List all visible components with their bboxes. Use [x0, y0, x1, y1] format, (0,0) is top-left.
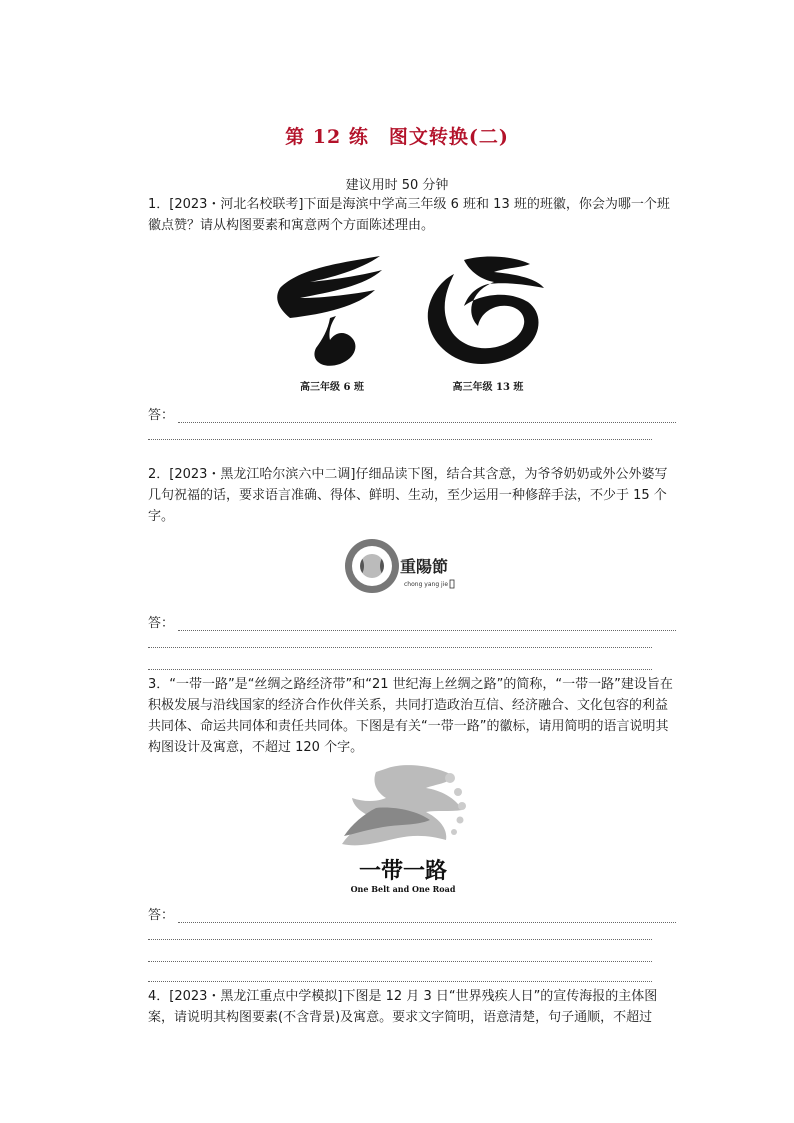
- answer-line-2[interactable]: [148, 612, 676, 631]
- answer-dotted-line: [178, 408, 676, 423]
- answer-label: 答：: [148, 908, 175, 923]
- answer-label: 答：: [148, 616, 175, 631]
- class-6-emblem: [270, 248, 390, 370]
- question-2-text: 2．[2023・黑龙江哈尔滨六中二调]仔细品读下图，结合其含意，为爷爷奶奶或外公外婆写几句祝福的话，要求语言准确、得体、鲜明、生动，至少运用一种修辞手法，不少于 15 个字。: [148, 467, 668, 524]
- question-4-text: 4．[2023・黑龙江重点中学模拟]下图是 12 月 3 日“世界残疾人日”的宣传海报的主体图案，请说明其构图要素(不含背景)及寓意。要求文字简明，语意清楚，句子通顺，不超过: [148, 989, 658, 1025]
- logo-title: 重陽節: [400, 557, 449, 576]
- answer-dotted-line: [178, 616, 676, 631]
- logo-subtitle: One Belt and One Road: [350, 884, 456, 894]
- answer-dotted-line: [178, 908, 676, 923]
- answer-dotted-line[interactable]: [148, 938, 652, 940]
- class-13-emblem: [424, 252, 550, 370]
- logo-title: 一带一路: [358, 859, 448, 884]
- question-1-text: 1．[2023・河北名校联考]下面是海滨中学高三年级 6 班和 13 班的班徽，你会为哪一个班徽点赞？请从构图要素和寓意两个方面陈述理由。: [148, 197, 670, 233]
- suggested-time: 建议用时 50 分钟: [345, 178, 449, 193]
- answer-dotted-line[interactable]: [148, 960, 652, 962]
- answer-dotted-line[interactable]: [148, 646, 652, 648]
- caption-class-6: 高三年级 6 班: [300, 382, 364, 393]
- belt-and-road-emblem: [336, 762, 470, 896]
- logo-pinyin: chong yang jie: [404, 581, 449, 588]
- caption-class-13: 高三年级 13 班: [452, 382, 524, 393]
- answer-dotted-line[interactable]: [148, 980, 652, 982]
- question-3-text: 3．“一带一路”是“丝绸之路经济带”和“21 世纪海上丝绸之路”的简称，“一带一路”建设旨在积极发展与沿线国家的经济合作伙伴关系，共同打造政治互信、经济融合、文化包容的利益共同体、命运共同体和责任共同体。下图是有关“一带一路”的徽标，请用简明的语言说明其构图设计及寓意，不超过 120 个字。: [148, 677, 673, 755]
- answer-label: 答：: [148, 408, 175, 423]
- chongyang-festival-emblem: [344, 532, 456, 602]
- answer-dotted-line[interactable]: [148, 438, 652, 440]
- answer-dotted-line[interactable]: [148, 668, 652, 670]
- answer-line-3[interactable]: [148, 904, 676, 923]
- answer-line-1[interactable]: [148, 404, 676, 423]
- page-title: 第 12 练 图文转换(二): [285, 126, 509, 148]
